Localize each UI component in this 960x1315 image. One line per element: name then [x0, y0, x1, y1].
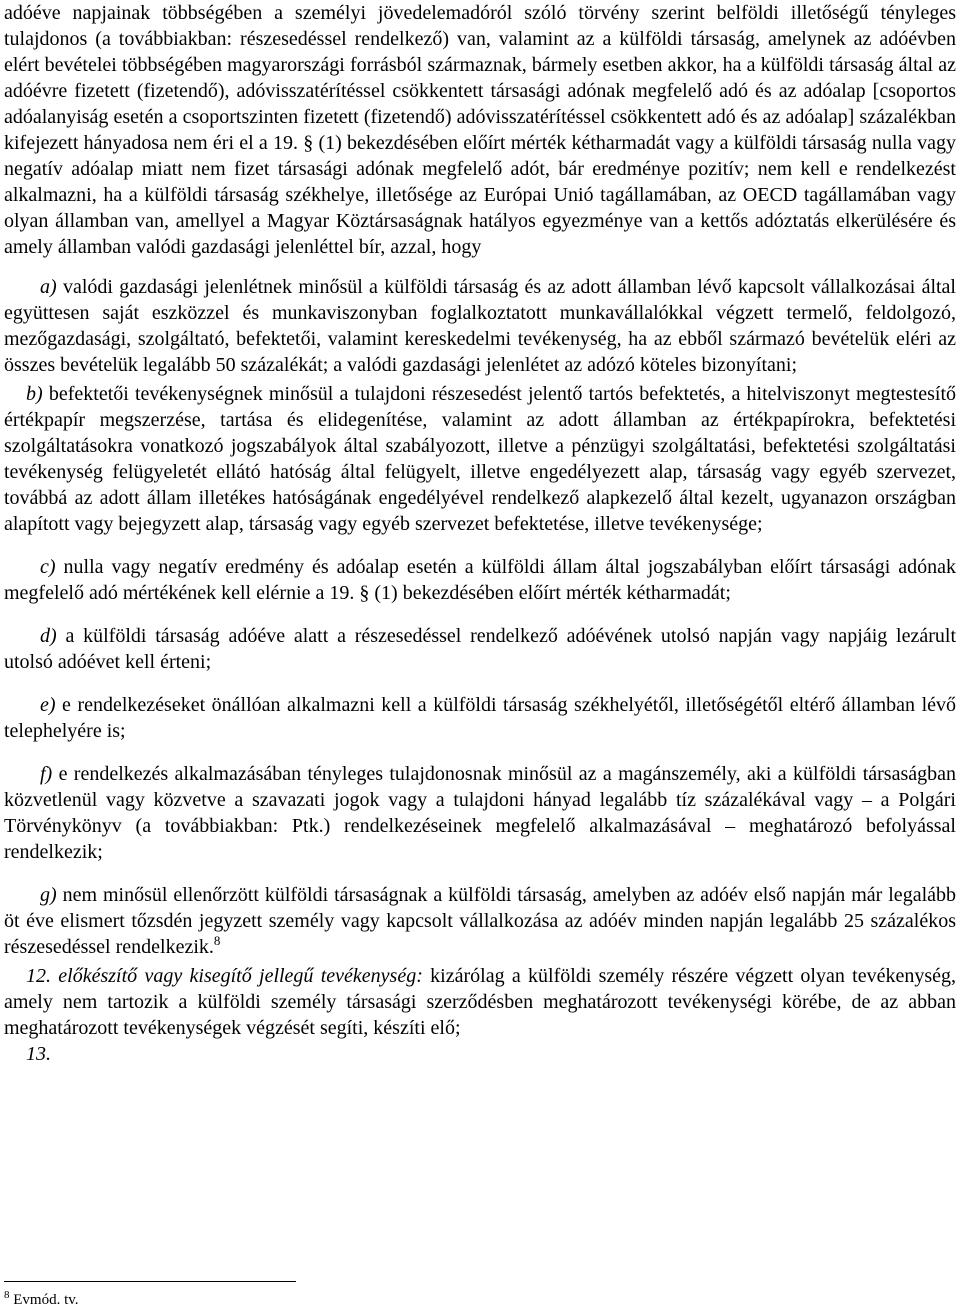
defined-term: előkészítő vagy kisegítő jellegű tevékenység: — [58, 965, 423, 987]
list-item-e — [4, 692, 956, 744]
item-label: g) — [40, 884, 57, 906]
item-text: nulla vagy negatív eredmény és adóalap esetén a külföldi állam által jogszabályban előírt társasági adónak megfelelő adó mértékének kell elérnie a 19. § (1) bekezdésében előírt mérték kétharmadát; — [4, 556, 956, 604]
footnote-divider — [4, 1281, 296, 1282]
item-label: e) — [40, 694, 56, 716]
list-item-c — [4, 554, 956, 606]
item-text: valódi gazdasági jelenlétnek minősül a külföldi társaság és az adott államban lévő kapcsolt vállalkozásai által együttesen saját eszközzel és munkaviszonyban foglalkoztatott munkavállalókkal végzett termelő, feldolgozó, mezőgazdasági, szolgáltató, befektetői, valamint kereskedelmi tevékenység, ha az ebből származó bevételük eléri az összes bevételük legalább 50 százalékát; a valódi gazdasági jelenlétet az adózó köteles bizonyítani; — [4, 276, 956, 376]
item-text: nem minősül ellenőrzött külföldi társaságnak a külföldi társaság, amelyben az adóév első napján már legalább öt éve elismert tőzsdén jegyzett személy vagy kapcsolt vállalkozása az adóév minden napján legalább 25 százalékos részesedéssel rendelkezik. — [4, 884, 956, 958]
list-item-12 — [4, 963, 956, 1041]
list-item-b — [4, 381, 956, 537]
item-label: f) — [40, 763, 53, 785]
item-number: 12. — [26, 965, 51, 987]
item-label: b) — [26, 383, 43, 405]
item-text: e rendelkezés alkalmazásában tényleges tulajdonosnak minősül az a magánszemély, aki a külföldi társaságban közvetlenül vagy közvetve a szavazati jogok vagy a tulajdoni hányad legalább tíz százalékával vagy – a Polgári Törvénykönyv (a továbbiakban: Ptk.) rendelkezéseinek megfelelő alkalmazásával – meghatározó befolyással rendelkezik; — [4, 763, 956, 863]
list-item-g — [4, 882, 956, 960]
list-item-a — [4, 274, 956, 378]
footnote-text: Evmód. tv. — [13, 1292, 79, 1308]
list-item-13 — [4, 1041, 956, 1067]
list-item-f — [4, 761, 956, 865]
footnote-ref[interactable]: 8 — [213, 933, 221, 948]
item-label: d) — [40, 625, 57, 647]
item-text: a külföldi társaság adóéve alatt a részesedéssel rendelkező adóévének utolsó napján vagy napjáig lezárult utolsó adóévet kell érteni; — [4, 625, 956, 673]
intro-paragraph: adóéve napjainak többségében a személyi jövedelemadóról szóló törvény szerint belföldi illetőségű tényleges tulajdonos (a továbbiakban: részesedéssel rendelkező) van, valamint az a külföldi társaság, amelynek az adóévben elért bevételei többségében magyarországi forrásból származnak, bármely esetben akkor, ha a külföldi társaság által az adóévre fizetett (fizetendő), adóvisszatérítéssel csökkentett társasági adónak megfelelő adó és az adóalap [csoportos adóalanyiság esetén a csoportszinten fizetett (fizetendő) adóvisszatérítéssel csökkentett adó és az adóalap] százalékban kifejezett hányadosa nem éri el a 19. § (1) bekezdésében előírt mérték kétharmadát vagy a külföldi társaság nulla vagy negatív adóalap miatt nem fizet társasági adónak megfelelő adót, bár eredménye pozitív; nem kell e rendelkezést alkalmazni, ha a külföldi társaság székhelye, illetősége az Európai Unió tagállamában, az OECD tagállamában vagy olyan államban van, amellyel a Magyar Köztársaságnak hatályos egyezménye van a kettős adóztatás elkerülésére és amely államban valódi gazdasági jelenléttel bír, azzal, hogy — [4, 2, 956, 258]
footnote — [4, 1290, 79, 1310]
list-item-d — [4, 623, 956, 675]
item-text: e rendelkezéseket önállóan alkalmazni kell a külföldi társaság székhelyétől, illetőségétől eltérő államban lévő telephelyére is; — [4, 694, 956, 742]
item-label: c) — [40, 556, 56, 578]
item-number: 13. — [26, 1043, 51, 1065]
item-text: befektetői tevékenységnek minősül a tulajdoni részesedést jelentő tartós befektetés, a hitelviszonyt megtestesítő értékpapír megszerzése, tartása és elidegenítése, valamint az adott államban az értékpapírokra, befektetési szolgáltatásokra vonatkozó jogszabályok által szabályozott, illetve a pénzügyi szolgáltatási, befektetési szolgáltatási tevékenység felügyeletét ellátó hatóság által felügyelt, illetve engedélyezett alap, társaság vagy egyéb szervezet, továbbá az adott állam illetékes hatóságának engedélyével rendelkező alapkezelő által kezelt, ugyanazon országban alapított vagy bejegyzett alap, társaság vagy egyéb szervezet befektetése, illetve tevékenysége; — [4, 383, 956, 535]
item-label: a) — [40, 276, 57, 298]
item-text: kizárólag a külföldi személy részére végzett olyan tevékenység, amely nem tartozik a külföldi személy társasági szerződésben meghatározott tevékenységi körébe, de az abban meghatározott tevékenységek végzését segíti, készíti elő; — [4, 965, 957, 1039]
footnote-number: 8 — [4, 1289, 10, 1301]
